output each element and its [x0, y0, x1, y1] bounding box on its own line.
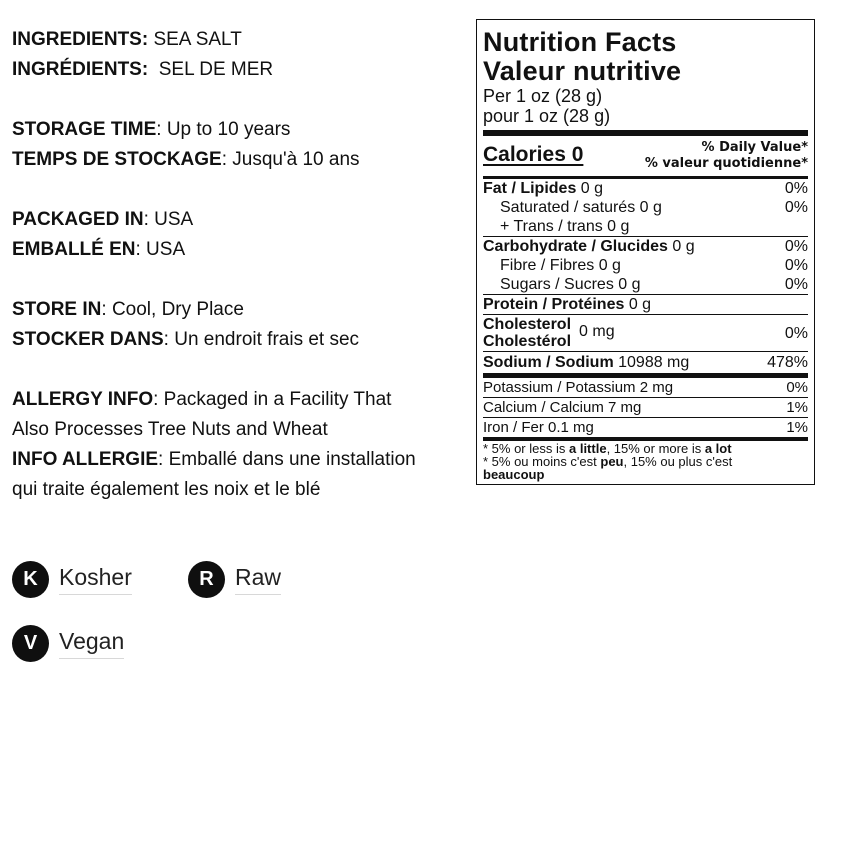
- ingredients-en: [12, 25, 468, 55]
- raw-label: Raw: [235, 564, 281, 595]
- saturated-row: [483, 198, 808, 217]
- packaged-fr-value: : USA: [135, 239, 186, 260]
- potassium-pct: 0%: [786, 379, 808, 396]
- kosher-label: Kosher: [59, 564, 132, 595]
- store-en: [12, 295, 468, 325]
- iron-row: [483, 418, 808, 437]
- sodium-pct: 478%: [767, 354, 808, 371]
- packaged-fr: [12, 235, 468, 265]
- carb-amount: 0 g: [667, 238, 695, 255]
- packaged-en-label: PACKAGED IN: [12, 209, 144, 230]
- allergy-fr-label: INFO ALLERGIE: [12, 449, 159, 470]
- fibre-label: Fibre / Fibres 0 g: [500, 257, 621, 274]
- fibre-row: [483, 256, 808, 275]
- sugars-label: Sugars / Sucres 0 g: [500, 276, 641, 293]
- allergy-fr-cont: qui traite également les noix et le blé: [12, 479, 321, 500]
- vegan-badge: [12, 625, 124, 662]
- fat-amount: 0 g: [576, 180, 604, 197]
- calories-row: [483, 136, 808, 176]
- ingredients-en-value: SEA SALT: [148, 29, 242, 50]
- saturated-pct: 0%: [784, 199, 808, 216]
- fat-row: [483, 179, 808, 198]
- ingredients-en-label: INGREDIENTS:: [12, 29, 149, 50]
- ingredients-fr: [12, 55, 468, 85]
- cholesterol-row: [483, 315, 808, 351]
- carb-label: Carbohydrate / Glucides: [483, 238, 668, 255]
- protein-row: [483, 295, 808, 314]
- storage-fr-value: : Jusqu'à 10 ans: [221, 149, 360, 170]
- ingredients-fr-label: INGRÉDIENTS:: [12, 59, 149, 80]
- sodium-row: [483, 352, 808, 373]
- raw-icon: R: [188, 561, 225, 598]
- iron-label: Iron / Fer 0.1 mg: [483, 419, 594, 436]
- fat-pct: 0%: [784, 180, 808, 197]
- store-fr-label: STOCKER DANS: [12, 329, 164, 350]
- nutrition-facts-table: [476, 19, 815, 485]
- storage-en: [12, 115, 468, 145]
- vegan-label: Vegan: [59, 628, 124, 659]
- daily-value-fr: % valeur quotidienne*: [644, 156, 808, 171]
- storage-en-value: : Up to 10 years: [156, 119, 291, 140]
- trans-row: [483, 217, 808, 236]
- footnote-fr-cont: beaucoup: [483, 467, 545, 482]
- potassium-label: Potassium / Potassium 2 mg: [483, 379, 674, 396]
- footnote: [483, 441, 808, 481]
- sodium-label: Sodium / Sodium: [483, 354, 614, 371]
- potassium-row: [483, 378, 808, 397]
- nutrition-title-en: Nutrition Facts: [483, 27, 677, 57]
- protein-label: Protein / Protéines: [483, 296, 625, 313]
- storage-fr-label: TEMPS DE STOCKAGE: [12, 149, 222, 170]
- fat-label: Fat / Lipides: [483, 180, 577, 197]
- allergy-en-label: ALLERGY INFO: [12, 389, 154, 410]
- allergy-fr-value: : Emballé dans une installation: [158, 449, 416, 470]
- raw-badge: [188, 561, 281, 598]
- cholesterol-label-en: Cholesterol: [483, 316, 572, 333]
- calcium-pct: 1%: [786, 399, 808, 416]
- daily-value-en: % Daily Value*: [701, 140, 808, 155]
- sugars-row: [483, 275, 808, 294]
- allergy-en: [12, 385, 468, 415]
- protein-amount: 0 g: [624, 296, 652, 313]
- calcium-label: Calcium / Calcium 7 mg: [483, 399, 642, 416]
- allergy-en-value: : Packaged in a Facility That: [153, 389, 392, 410]
- allergy-fr: [12, 445, 468, 475]
- footnote-en: * 5% or less is a little, 15% or more is a lot: [483, 441, 732, 456]
- allergy-en-cont: Also Processes Tree Nuts and Wheat: [12, 419, 328, 440]
- packaged-en: [12, 205, 468, 235]
- calories: Calories 0: [483, 143, 584, 166]
- cholesterol-amount: 0 mg: [579, 322, 615, 340]
- footnote-fr: * 5% ou moins c'est peu, 15% ou plus c'est: [483, 454, 733, 469]
- store-en-value: : Cool, Dry Place: [101, 299, 244, 320]
- nutrition-title-fr: Valeur nutritive: [483, 56, 682, 86]
- kosher-icon: K: [12, 561, 49, 598]
- store-fr: [12, 325, 468, 355]
- store-fr-value: : Un endroit frais et sec: [163, 329, 360, 350]
- cholesterol-label-fr: Cholestérol: [483, 333, 572, 350]
- carb-row: [483, 237, 808, 256]
- packaged-fr-label: EMBALLÉ EN: [12, 239, 136, 260]
- serving-size-fr: pour 1 oz (28 g): [483, 106, 611, 126]
- sodium-amount: 10988 mg: [613, 354, 690, 371]
- store-en-label: STORE IN: [12, 299, 102, 320]
- saturated-label: Saturated / saturés 0 g: [500, 199, 662, 216]
- kosher-badge: [12, 561, 132, 598]
- packaged-en-value: : USA: [143, 209, 194, 230]
- iron-pct: 1%: [786, 419, 808, 436]
- sugars-pct: 0%: [784, 276, 808, 293]
- ingredients-fr-value: SEL DE MER: [148, 59, 274, 80]
- carb-pct: 0%: [784, 238, 808, 255]
- fibre-pct: 0%: [784, 257, 808, 274]
- storage-en-label: STORAGE TIME: [12, 119, 157, 140]
- cholesterol-pct: 0%: [784, 324, 808, 342]
- storage-fr: [12, 145, 468, 175]
- serving-size-en: Per 1 oz (28 g): [483, 86, 603, 106]
- daily-value-header: [645, 140, 808, 172]
- calcium-row: [483, 398, 808, 417]
- vegan-icon: V: [12, 625, 49, 662]
- trans-label: + Trans / trans 0 g: [500, 218, 630, 235]
- product-info: [12, 25, 468, 505]
